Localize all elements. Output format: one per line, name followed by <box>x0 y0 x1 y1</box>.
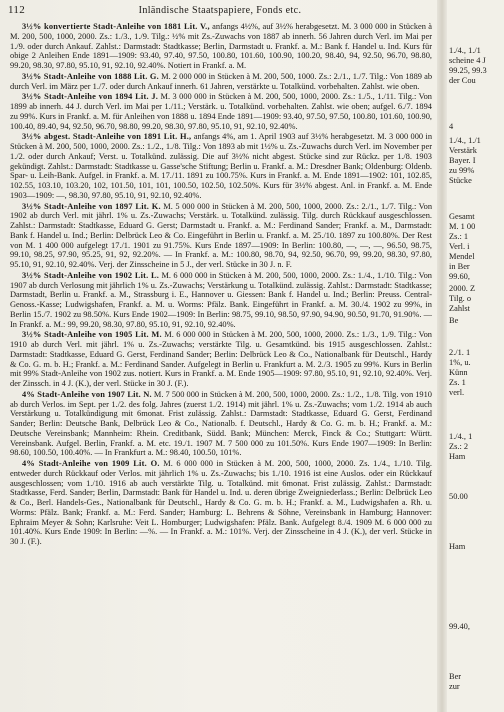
entry-body: anfangs 4%, am 1. April 1903 auf 3½% herabgesetzt. M. 3 000 000 in Stücken à M. 200, 500, 1000, 2000. Zs.: 1./2., 1./8. Tilg.: Von 1893 ab mit 1½% u. Zs.-Zuwachs durch Verl. im November per 1./2. oder durch Ankauf; Verst. u. Totalkünd. zulässig. Die auf 3½% nicht abgest. Stücke sind zur Rückz. per 1./8. 1903 gekündigt. Zahlst.: Darmstadt: Stadtkasse u. Gasse'sche Stiftung; Berlin u. Frankf. a. M.: Dresdner Bank; Oldenburg: Oldenb. Spar- u. Leih-Bank. Aufgel. in Frankf. a. M. 17./11. 1891 zu 100.75%. Kurs in Frankf. a. M. Ende 1891—1902: 101, 102.85, 102.55, 103.10, 103.20, 102, 101.50, 101, 101, 100.50, 102.50, 102.50%. Kurs für 3½% abgest. Anl. in Frankf. a. M. Ende 1903—1909: —, 98.30, 97.80, 95.10, 91, 92.10, 92.40%. <box>10 132 432 200</box>
entry-body: M. 3 000 000 in Stücken à M. 200, 500, 1000, 2000. Zs.: 1./5., 1./11. Tilg.: Von 1899 ab innerh. 44 J. durch Verl. im Mai per 1./11.; Verstärk. u. Totalkünd. vorbehalten. Zahlst. wie oben; aufgel. 6./7. 1894 zu 99%. Kurs in Frankf. a. M. für Anleihen von 1888 u. 1894 Ende 1891—1909: 93.40, 97.50, 97.50, 100.80, 101.60, 100.90, 100.40, 89.40, 94, 92.50, 96.70, 98.80, 99.20, 98.30, 97.80, 95.10, 91, 92.10, 92.40%. <box>10 92 432 131</box>
entry-paragraph <box>10 132 432 200</box>
bond-entry <box>10 459 432 547</box>
book-gutter <box>437 0 447 712</box>
adjacent-page-fragment: 1./4., 1./1 <box>449 46 481 55</box>
entry-paragraph <box>10 202 432 270</box>
entry-body: M. 2 000 000 in Stücken à M. 200, 500, 1000. Zs.: 2./1., 1./7. Tilg.: Von 1889 ab durch Verl. im März per 1./7. oder durch Ankauf innerh. 61 Jahren, verstärkte u. Totalkünd. vorbehalten. Zahlst. wie oben. <box>10 71 432 91</box>
page-number: 112 <box>8 4 25 16</box>
bond-entry <box>10 330 432 389</box>
adjacent-page-fragment: Stücke <box>449 176 472 185</box>
adjacent-page-fragment: der Cou <box>449 76 476 85</box>
adjacent-page-fragment: Künn <box>449 368 468 377</box>
adjacent-page-fragment: Zs.: 2 <box>449 442 469 451</box>
entry-title: 4% Stadt-Anleihe von 1907 Lit. N. <box>22 389 152 399</box>
entry-paragraph <box>10 22 432 71</box>
entry-title: 3½% Stadt-Anleihe von 1902 Lit. L. <box>22 270 160 280</box>
adjacent-page-fragment: 50.00 <box>449 492 468 501</box>
adjacent-page-fragment: Gesamt <box>449 212 475 221</box>
adjacent-page-fragment: in Ber <box>449 262 470 271</box>
adjacent-page-fragment: verl. <box>449 388 465 397</box>
entry-paragraph <box>10 271 432 330</box>
adjacent-page-column <box>449 22 504 712</box>
adjacent-page-fragment: Verstärk <box>449 146 477 155</box>
adjacent-page-fragment: 4 <box>449 122 454 131</box>
entry-body: anfangs 4½%, auf 3½% herabgesetzt. M. 3 000 000 in Stücken à M. 200, 500, 1000, 2000. Zs.: 1./3., 1./9. Tilg.: ½% mit Zs.-Zuwachs von 1887 ab innerh. 56 Jahren durch Verl. im Mai per 1./9. oder durch Ankauf. Zahlst.: Darmstadt: Stadtkasse; Berlin, Darmstadt u. Frankf. a. M.: Bank f. Handel u. Ind. Kurs für obige 2 Anleihen Ende 1891—1909: 93.40, 97.40, 97.50, 100.80, 101.60, 100.90, 100.20, 98.40, 94, 92.50, 96.70, 98.80, 99.20, 98.30, 97.80, 95.10, 91, 92.10, 92.40%. Notiert in Frankf. a. M. <box>10 22 432 70</box>
adjacent-page-fragment: 1./4., 1./1 <box>449 136 481 145</box>
adjacent-page-fragment: 1%, u. <box>449 358 471 367</box>
entry-paragraph <box>10 459 432 547</box>
entry-body: M. 7 500 000 in Stücken à M. 200, 500, 1000, 2000. Zs.: 1./2., 1./8. Tilg. von 1910 ab durch Verlos. im Sept. per 1./2. des folg. Jahres (zuerst 1./2. 1914) mit jährl. 1% u. Zs.-Zuwachs; vom 1./2. 1914 ab auch Verstärkung u. Totalkündigung mit 6monat. Frist zulässig. Zahlst.: Darmstadt: Stadtkasse, Eduard G. Gerst, Ferdinand Sander; Berlin: Deutsche Bank, Delbrück Leo & Co., Nationalb. f. Deutschl., Hardy & Co. G. m. b. H.; Frankf. a. M.: Deutsche Vereinsbank; Mannheim: Rhein. Creditbank, Südd. Bank; München: Merck, Finck & Co.; Stuttgart: Württ. Vereinsbank. Aufgel. Berlin, Frankf. a. M. etc. 19./1. 1907 M. 7 500 000 zu 101.50%. Kurs Ende 1907—1909: In Berlin: 98.60, 100.50, 100.40%. — In Frankfurt a. M.: 98.40, 100.50, 101%. <box>10 389 432 458</box>
entry-title: 3½% abgest. Stadt-Anleihe von 1891 Lit. H., <box>22 132 192 142</box>
adjacent-page-fragment: Ham <box>449 452 466 461</box>
entry-title: 3½% Stadt-Anleihe von 1894 Lit. J. <box>22 92 159 102</box>
adjacent-page-fragment: Mendel <box>449 252 475 261</box>
entry-body: M. 6 000 000 in Stücken à M. 200, 500, 1000, 2000. Zs. 1./4., 1./10. Tilg. entweder durch Rückkauf oder Verlos. mit jährlich 1% u. Zs.-Zuwachs; bis 1./10. 1916 ist eine Auslos. oder ein Rückkauf ausgeschlossen; vom 1./10. 1916 ab auch verstärkte Tilg. u. Totalkünd. mit 6monat. Frist zulässig. Zahlst.: Darmstadt: Stadtkasse, Ferd. Sander; Berlin, Darmstadt: Bank für Handel u. Ind. u. deren übrige Zweigniederlass.; Berlin: Delbrück Leo & Co., Berl. Handels-Ges., Nationalbank für Deutschl., Hardy & Co. G. m. b. H.; Frankf. a. M., Ludwigshafen a. Rh. u. Worms: Pfälz. Bank; Frankf. a. M.: Ferd. Sander; Hamburg: L. Behrens & Söhne, Vereinsbank in Hamburg; Hannover: Ephraim Meyer & Sohn; Karlsruhe: Veit L. Homburger; Ludwigshafen: Pfälz. Bank. Aufgelegt 8./4. 1909 M. 6 000 000 zu 101.40%. Kurs Ende 1909: In Berlin: —%. — In Frankf. a. M.: 101%. Verj. der Zinsscheine in 4 J. (K.), der verl. Stücke in 30 J. (F.). <box>10 459 432 546</box>
adjacent-page-fragment: 99.40, <box>449 622 470 631</box>
adjacent-page-fragment: Tilg. o <box>449 294 472 303</box>
adjacent-page-fragment: Zs.: 1 <box>449 232 469 241</box>
adjacent-page-fragment: 99.60, <box>449 272 470 281</box>
entry-paragraph <box>10 72 432 92</box>
adjacent-page-fragment: 1./4., 1 <box>449 432 473 441</box>
bond-entry <box>10 132 432 200</box>
adjacent-page-fragment: Zs. 1 <box>449 378 466 387</box>
bond-entry <box>10 390 432 458</box>
adjacent-page-fragment: 2./1. 1 <box>449 348 471 357</box>
adjacent-page-fragment: Be <box>449 316 459 325</box>
running-head: Inländische Staatspapiere, Fonds etc. <box>138 5 302 16</box>
bond-entry <box>10 202 432 270</box>
adjacent-page-fragment: scheine 4 J <box>449 56 486 65</box>
adjacent-page-fragment: Ber <box>449 672 462 681</box>
entry-body: M. 6 000 000 in Stücken à M. 200, 500, 1000, 2000. Zs.: 1./3., 1./9. Tilg.: Von 1910 ab durch Verl. mit jährl. 1% u. Zs.-Zuwachs; verstärkte Tilg. u. Gesamtkünd. bis 1915 ausgeschlossen. Zahlst.: Darmstadt: Stadtkasse, Eduard G. Gerst, Ferdinand Sander; Berlin: Delbrück Leo & Co., Nationalbank für Deutschl., Hardy & Co. G. m. b. H.; Frankf. a. M.: Ferdinand Sander. Aufgelegt in Berlin u. Frankfurt a. M. 2./3. 1905 zu 99%. Kurs in Berlin mit 99% Stadt-Anleihe von 1902 zus. notiert. Kurs in Frankf. a. M. Ende 1905—1909: 97.80, 95.10, 91, 92.10, 92.40%. Verj. der Zinssch. in 4 J. (K.), der verl. Stücke in 30 J. (F.). <box>10 330 432 388</box>
adjacent-page-fragment: 99.25, 99.3 <box>449 66 487 75</box>
adjacent-page-fragment: Verl. i <box>449 242 470 251</box>
entry-paragraph <box>10 330 432 389</box>
entry-body: M. 6 000 000 in Stücken à M. 200, 500, 1000, 2000. Zs.: 1./4., 1./10. Tilg.: Von 1907 ab durch Verlosung mit jährlich 1% u. Zs.-Zuwachs; Verstärkung u. Totalkünd. zulässig. Zahlst.: Darmstadt: Stadtkasse; Darmstadt, Berlin u. Frankf. a. M., Strassburg i. E., Hannover u. Giessen: Bank f. Handel u. Ind.; Berlin: Preuss. Central-Genoss.-Kasse; Ludwigshafen, Frankf. a. M. u. Worms: Pfälz. Bank. Eingeführt in Frankf. a. M. 30./4. 1902 zu 99%, in Berlin 15./7. 1902 zu 98.50%. Kurs Ende 1902—1909: In Berlin: 98.75, 99.10, 98.50, 97.90, 94.90, 90.50, 91.70, 91.90%. — In Frankf. a. M.: 99, 99.20, 98.30, 97.80, 95.10, 91, 92.10, 92.40%. <box>10 270 432 329</box>
adjacent-page-fragment: Ham <box>449 542 466 551</box>
entry-title: 3½% konvertierte Stadt-Anleihe von 1881 Lit. V., <box>22 22 210 31</box>
entry-title: 3½% Stadt-Anleihe von 1897 Lit. K. <box>22 201 161 211</box>
adjacent-page-fragment: Bayer. I <box>449 156 476 165</box>
entry-paragraph <box>10 390 432 458</box>
adjacent-page-fragment: zu 99% <box>449 166 475 175</box>
bond-entry <box>10 72 432 92</box>
entry-title: 4% Stadt-Anleihe von 1909 Lit. O. <box>22 459 160 468</box>
page-header <box>8 4 432 18</box>
entry-paragraph <box>10 92 432 131</box>
adjacent-page-fragment: 2000. Z <box>449 284 476 293</box>
adjacent-page-fragment: M. 1 00 <box>449 222 476 231</box>
entry-title: 3½% Stadt-Anleihe von 1905 Lit. M. <box>22 330 162 340</box>
bond-entry <box>10 92 432 131</box>
main-text-column <box>10 22 432 712</box>
bond-entry <box>10 271 432 330</box>
bond-entry <box>10 22 432 71</box>
entry-body: M. 5 000 000 in Stücken à M. 200, 500, 1000, 2000. Zs.: 2./1., 1./7. Tilg.: Von 1902 ab durch Verl. mit jährl. 1% u. Zs.-Zuwachs; Verstärk. u. Totalkünd. zulässig. Tilg. durch Rückkauf ausgeschlossen. Zahlst.: Darmstadt: Stadtkasse, Eduard G. Gerst; Darmstadt u. Frankf. a. M.: Ferdinand Sander; Frankf. a. M., Darmstadt: Bank f. Handel u. Ind.; Berlin: Delbrück Leo & Co. Eingeführt in Berlin u. Frankf. a. M. 25./10. 1897 zu 100.80%. Der Rest von M. 1 400 000 aufgelegt 17./1. 1901 zu 91.75%. Kurs Ende 1897—1909: In Berlin: 100.80, —, —, —, 96.50, 98.75, 99.10, 98.25, 97.90, 95.25, 91, 92, 92.20%. — In Frankf. a. M.: 100.80, 98.70, 94, 92.50, 96.70, 99, 99.20, 98.30, 97.80, 95.10, 91, 92.10, 92.40%. Verj. der Zinsscheine in 5 J., der verl. Stücke in 30 J. n. F. <box>10 201 432 269</box>
adjacent-page-fragment: zur <box>449 682 460 691</box>
adjacent-page-fragment: Zahlst <box>449 304 470 313</box>
entry-title: 3½% Stadt-Anleihe von 1888 Lit. G. <box>22 71 159 81</box>
